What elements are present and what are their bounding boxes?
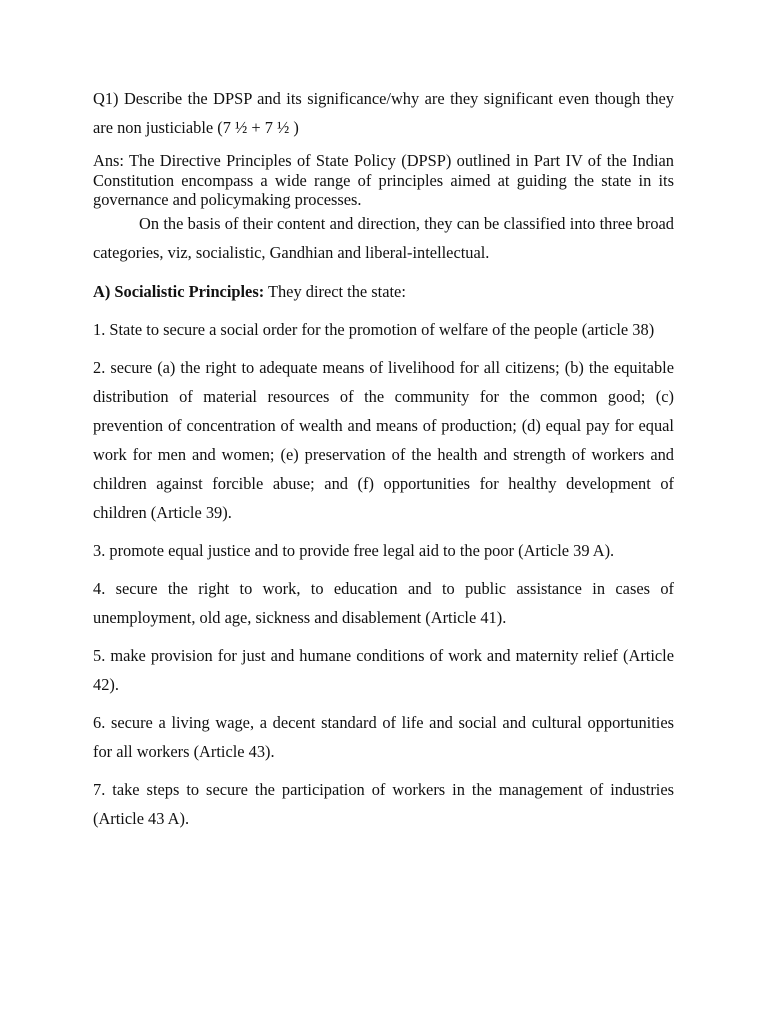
- section-lead: They direct the state:: [264, 281, 406, 301]
- document-page: [93, 84, 674, 842]
- list-item: 5. make provision for just and humane conditions of work and maternity relief (Article 42).: [93, 645, 674, 694]
- list-item: 4. secure the right to work, to education and to public assistance in cases of unemployment, old age, sickness and disablement (Article 41).: [93, 578, 674, 627]
- list-item: 3. promote equal justice and to provide free legal aid to the poor (Article 39 A).: [93, 540, 615, 560]
- section-heading: A) Socialistic Principles:: [93, 281, 265, 301]
- list-item: 2. secure (a) the right to adequate means of livelihood for all citizens; (b) the equitable distribution of material resources of the community for the common good; (c) prevention of concentration of wealth and means of production; (d) equal pay for equal work for men and women; (e) preservation of the health and strength of workers and children against forcible abuse; and (f) opportunities for healthy development of children (Article 39).: [93, 357, 674, 522]
- section-heading-line: [93, 277, 674, 306]
- question-text: Q1) Describe the DPSP and its significance/why are they significant even though they are non justiciable (7 ½ + 7 ½ ): [93, 89, 674, 137]
- answer-intro: Ans: The Directive Principles of State Policy (DPSP) outlined in Part IV of the Indian Constitution encompass a wide range of principles aimed at guiding the state in its governance and policymaking processes.: [93, 151, 674, 209]
- list-item: 1. State to secure a social order for the promotion of welfare of the people (article 38): [93, 319, 655, 339]
- list-item: 6. secure a living wage, a decent standard of life and social and cultural opportunities for all workers (Article 43).: [93, 712, 674, 761]
- list-item: 7. take steps to secure the participation of workers in the management of industries (Article 43 A).: [93, 779, 674, 828]
- classification-paragraph: On the basis of their content and direction, they can be classified into three broad categories, viz, socialistic, Gandhian and liberal-intellectual.: [93, 213, 674, 262]
